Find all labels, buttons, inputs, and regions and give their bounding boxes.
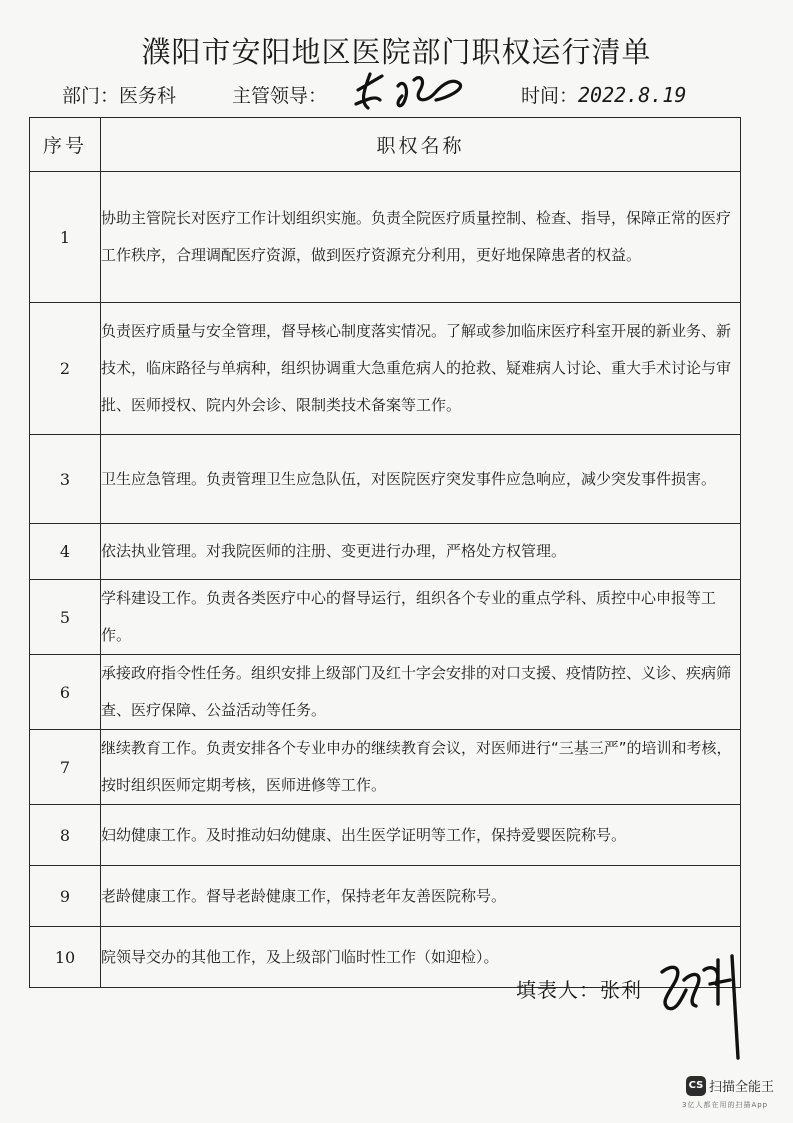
- row-text: 协助主管院长对医疗工作计划组织实施。负责全院医疗质量控制、检查、指导，保障正常的医疗工作秩序，合理调配医疗资源，做到医疗资源充分利用，更好地保障患者的权益。: [101, 172, 741, 303]
- watermark-app-name: 扫描全能王: [709, 1080, 775, 1095]
- table-row: [30, 730, 741, 805]
- leader-label: 主管领导：: [232, 85, 328, 107]
- row-number: 10: [30, 927, 101, 988]
- time-value: 2022.8.19: [578, 83, 687, 107]
- table-row: [30, 805, 741, 866]
- table-row: [30, 524, 741, 580]
- table-row: [30, 655, 741, 730]
- row-text: 承接政府指令性任务。组织安排上级部门及红十字会安排的对口支援、疫情防控、义诊、疾病筛查、医疗保障、公益活动等任务。: [101, 655, 741, 730]
- row-text: 负责医疗质量与安全管理，督导核心制度落实情况。了解或参加临床医疗科室开展的新业务、新技术，临床路径与单病种，组织协调重大急重危病人的抢救、疑难病人讨论、重大手术讨论与审批、医师授权、院内外会诊、限制类技术备案等工作。: [101, 303, 741, 435]
- department-value: 医务科: [119, 85, 177, 107]
- watermark-tagline: 3亿人都在用的扫描App: [682, 1101, 769, 1109]
- leader-signature-icon: [350, 60, 470, 122]
- row-number: 3: [30, 435, 101, 524]
- duties-table: [29, 117, 741, 988]
- scanner-watermark: [682, 1075, 775, 1109]
- time-field: [521, 81, 686, 108]
- filler-signature-icon: [652, 950, 744, 1062]
- leader-field: [232, 81, 327, 108]
- row-text: 依法执业管理。对我院医师的注册、变更进行办理，严格处方权管理。: [101, 524, 741, 580]
- department-label: 部门：: [62, 85, 120, 107]
- column-header-number: 序号: [30, 118, 101, 172]
- row-number: 8: [30, 805, 101, 866]
- table-row: [30, 303, 741, 435]
- row-number: 2: [30, 303, 101, 435]
- table-row: [30, 172, 741, 303]
- row-number: 4: [30, 524, 101, 580]
- camscanner-logo-icon: CS: [686, 1076, 706, 1096]
- table-row: [30, 580, 741, 655]
- filler-field: [516, 974, 642, 1003]
- table-row: [30, 866, 741, 927]
- row-text: 老龄健康工作。督导老龄健康工作，保持老年友善医院称号。: [101, 866, 741, 927]
- row-text: 学科建设工作。负责各类医疗中心的督导运行，组织各个专业的重点学科、质控中心申报等工作。: [101, 580, 741, 655]
- table-header-row: [30, 118, 741, 172]
- row-number: 6: [30, 655, 101, 730]
- row-text: 继续教育工作。负责安排各个专业申办的继续教育会议，对医师进行“三基三严”的培训和考核，按时组织医师定期考核，医师进修等工作。: [101, 730, 741, 805]
- row-text: 院领导交办的其他工作，及上级部门临时性工作（如迎检）。: [101, 927, 741, 988]
- page-title: 濮阳市安阳地区医院部门职权运行清单: [141, 35, 652, 69]
- row-number: 9: [30, 866, 101, 927]
- filler-label: 填表人：: [516, 978, 600, 1002]
- column-header-name: 职权名称: [101, 118, 741, 172]
- row-text: 妇幼健康工作。及时推动妇幼健康、出生医学证明等工作，保持爱婴医院称号。: [101, 805, 741, 866]
- time-label: 时间：: [521, 85, 579, 107]
- department-field: [62, 81, 176, 108]
- table-row: [30, 435, 741, 524]
- row-text: 卫生应急管理。负责管理卫生应急队伍，对医院医疗突发事件应急响应，减少突发事件损害。: [101, 435, 741, 524]
- row-number: 7: [30, 730, 101, 805]
- row-number: 5: [30, 580, 101, 655]
- filler-name: 张利: [600, 978, 642, 1002]
- row-number: 1: [30, 172, 101, 303]
